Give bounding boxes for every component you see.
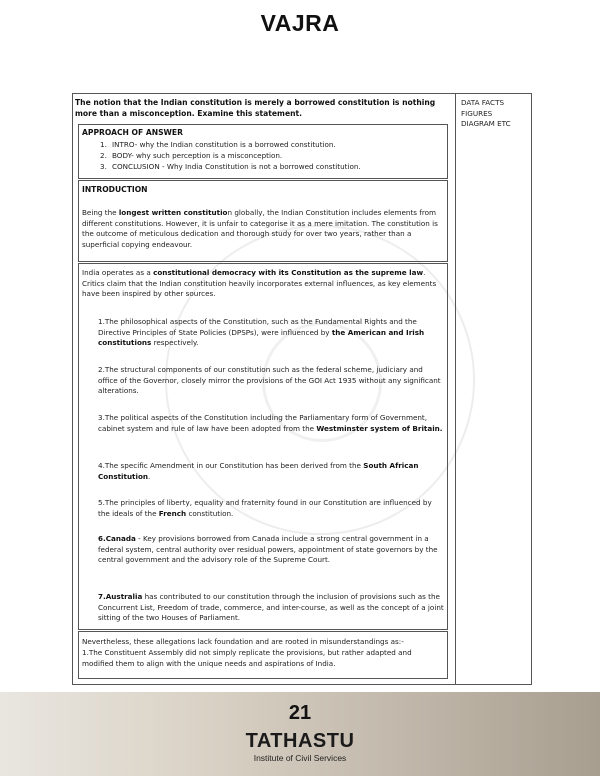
side-note bbox=[461, 98, 533, 130]
body-point-3: 3.The political aspects of the Constitution including the Parliamentary form of Government, cabinet system and rule of law have been adopted from the Westminster system of Britain. bbox=[98, 413, 443, 433]
list-item: 1. INTRO- why the Indian constitution is a borrowed constitution. bbox=[100, 140, 336, 149]
side-note-line: DATA FACTS bbox=[461, 98, 505, 107]
page-header-brand: VAJRA bbox=[260, 10, 340, 36]
body-point-6: 6.Canada - Key provisions borrowed from Canada include a strong central government in a federal system, central authority over residual powers, appointment of state governors by the central government and the advisory role of the Supreme Court. bbox=[98, 534, 438, 565]
introduction-paragraph: Being the longest written constitution globally, the Indian Constitution includes elements from different constitutions. However, it is unfair to categorise it as a mere imitation. The constitution is the outcome of meticulous dedication and thorough study for over two years, rather than a superficial copying endeavour. bbox=[82, 208, 438, 249]
introduction-title: INTRODUCTION bbox=[82, 185, 148, 194]
approach-title: APPROACH OF ANSWER bbox=[82, 128, 183, 137]
side-note-line: DIAGRAM ETC bbox=[461, 119, 511, 128]
list-item: 3. CONCLUSION - Why India Constitution is not a borrowed constitution. bbox=[100, 162, 361, 171]
body-point-2: 2.The structural components of our constitution such as the federal scheme, judiciary and office of the Governor, closely mirror the provisions of the GOI Act 1935 without any significant alterations. bbox=[98, 365, 441, 396]
body-point-5: 5.The principles of liberty, equality and fraternity found in our Constitution are influenced by the ideals of the French constitution. bbox=[98, 498, 432, 518]
body-point-4: 4.The specific Amendment in our Constitution has been derived from the South African Constitution. bbox=[98, 461, 419, 481]
approach-list bbox=[100, 139, 445, 172]
body-point-7: 7.Australia has contributed to our constitution through the inclusion of provisions such as the Concurrent List, Freedom of trade, commerce, and inter-course, as well as the concept of a joint sitting of the two Houses of Parliament. bbox=[98, 592, 444, 623]
conclusion-point-1: 1.The Constituent Assembly did not simply replicate the provisions, but rather adapted and modified them to align with the unique needs and aspirations of India. bbox=[82, 648, 412, 668]
list-item: 2. BODY- why such perception is a misconception. bbox=[100, 151, 283, 160]
body-intro-paragraph: India operates as a constitutional democracy with its Constitution as the supreme law. Critics claim that the Indian constitution heavily incorporates external influences, as key elements have been inspired by other sources. bbox=[82, 268, 437, 299]
side-note-line: FIGURES bbox=[461, 108, 493, 118]
footer-subtitle: Institute of Civil Services bbox=[253, 753, 347, 763]
side-column bbox=[455, 93, 532, 685]
body-point-1: 1.The philosophical aspects of the Constitution, such as the Fundamental Rights and the Directive Principles of State Policies (DPSPs), were influenced by the American and Irish constitutions respectively. bbox=[98, 317, 425, 348]
question-text: The notion that the Indian constitution is merely a borrowed constitution is nothing more than a misconception. Examine this statement. bbox=[75, 98, 436, 118]
conclusion-line: Nevertheless, these allegations lack foundation and are rooted in misunderstandings as:- bbox=[82, 637, 404, 646]
page-number: 21 bbox=[288, 702, 312, 724]
footer-brand: TATHASTU bbox=[245, 730, 355, 752]
